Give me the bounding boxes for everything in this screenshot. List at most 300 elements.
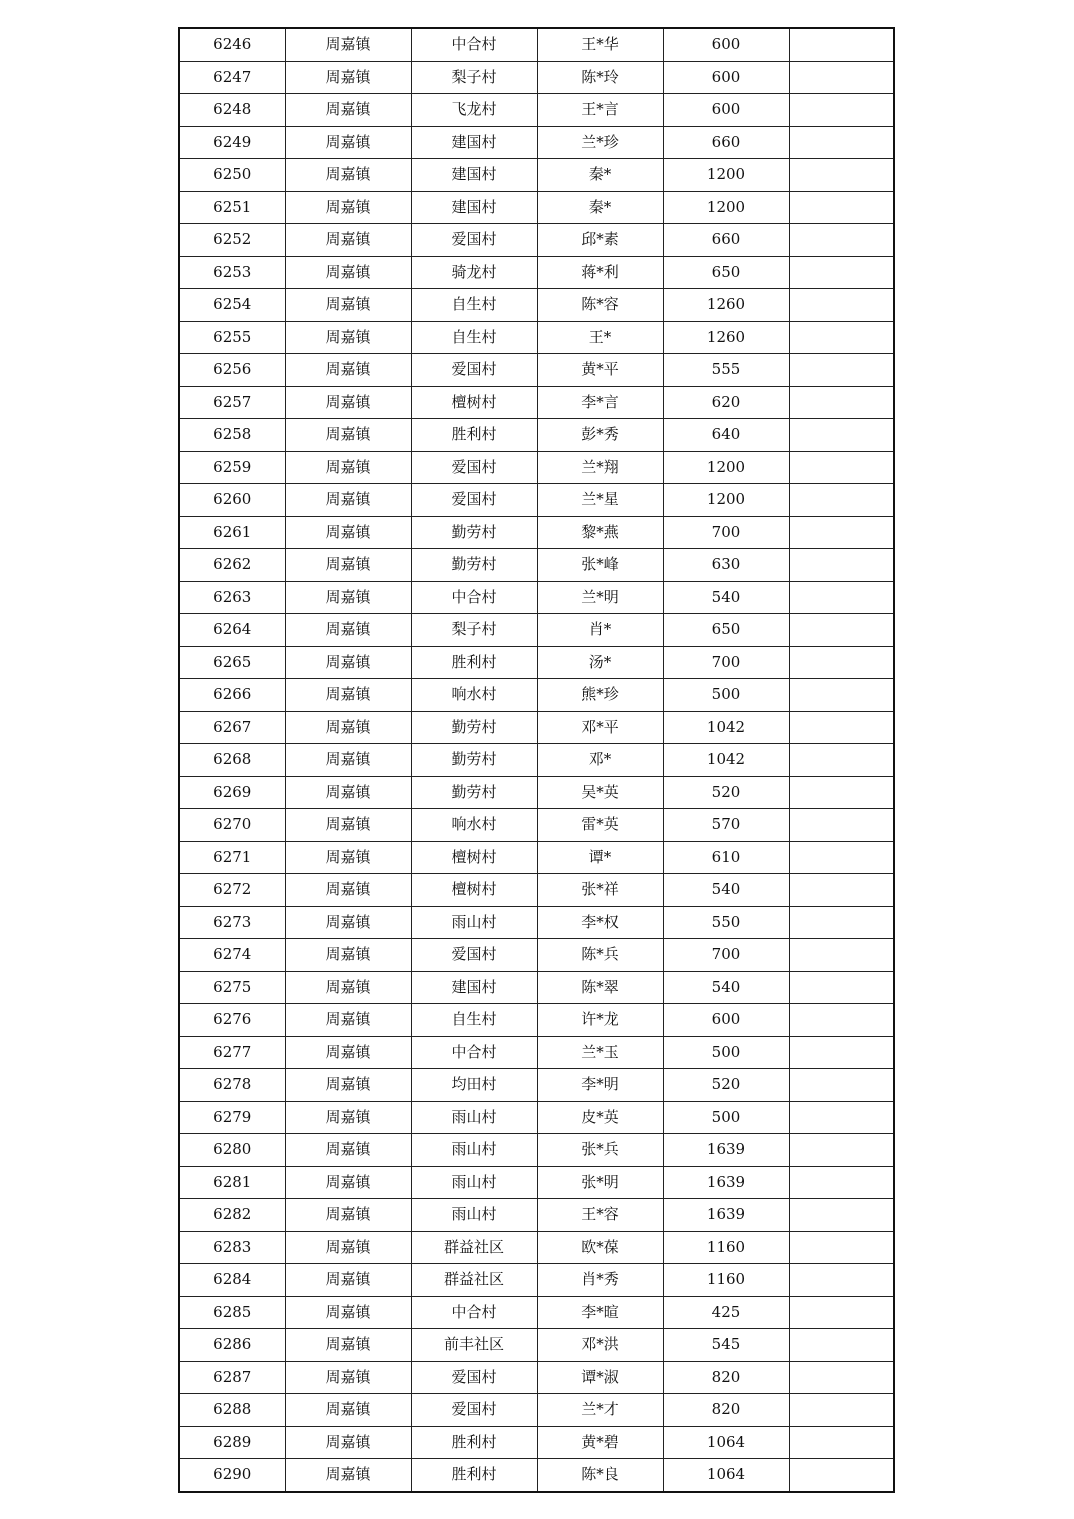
village-cell: 胜利村 (411, 1459, 537, 1492)
note-cell (789, 614, 894, 647)
row-number-cell: 6270 (179, 809, 285, 842)
note-cell (789, 906, 894, 939)
row-number-cell: 6275 (179, 971, 285, 1004)
row-number-cell: 6287 (179, 1361, 285, 1394)
amount-cell: 1160 (663, 1231, 789, 1264)
table-row (179, 354, 894, 387)
village-cell: 自生村 (411, 289, 537, 322)
village-cell: 雨山村 (411, 1101, 537, 1134)
table-row (179, 1329, 894, 1362)
amount-cell: 620 (663, 386, 789, 419)
note-cell (789, 516, 894, 549)
row-number-cell: 6266 (179, 679, 285, 712)
row-number-cell: 6281 (179, 1166, 285, 1199)
village-cell: 雨山村 (411, 1134, 537, 1167)
village-cell: 胜利村 (411, 419, 537, 452)
amount-cell: 600 (663, 61, 789, 94)
row-number-cell: 6253 (179, 256, 285, 289)
town-cell: 周嘉镇 (285, 1296, 411, 1329)
note-cell (789, 679, 894, 712)
note-cell (789, 419, 894, 452)
table-row (179, 224, 894, 257)
table-row (179, 1134, 894, 1167)
note-cell (789, 354, 894, 387)
village-cell: 群益社区 (411, 1264, 537, 1297)
table-row (179, 679, 894, 712)
row-number-cell: 6272 (179, 874, 285, 907)
amount-cell: 1260 (663, 289, 789, 322)
town-cell: 周嘉镇 (285, 1004, 411, 1037)
table-row (179, 1166, 894, 1199)
row-number-cell: 6250 (179, 159, 285, 192)
name-cell: 李*明 (537, 1069, 663, 1102)
amount-cell: 1200 (663, 159, 789, 192)
village-cell: 爱国村 (411, 224, 537, 257)
table-row (179, 1361, 894, 1394)
name-cell: 王*言 (537, 94, 663, 127)
note-cell (789, 971, 894, 1004)
table-row (179, 1101, 894, 1134)
town-cell: 周嘉镇 (285, 1329, 411, 1362)
note-cell (789, 1069, 894, 1102)
name-cell: 张*兵 (537, 1134, 663, 1167)
amount-cell: 570 (663, 809, 789, 842)
amount-cell: 1639 (663, 1134, 789, 1167)
note-cell (789, 126, 894, 159)
village-cell: 建国村 (411, 159, 537, 192)
note-cell (789, 549, 894, 582)
note-cell (789, 646, 894, 679)
village-cell: 前丰社区 (411, 1329, 537, 1362)
village-cell: 骑龙村 (411, 256, 537, 289)
village-cell: 自生村 (411, 1004, 537, 1037)
note-cell (789, 1394, 894, 1427)
table-row (179, 776, 894, 809)
village-cell: 飞龙村 (411, 94, 537, 127)
amount-cell: 1200 (663, 451, 789, 484)
town-cell: 周嘉镇 (285, 841, 411, 874)
amount-cell: 600 (663, 1004, 789, 1037)
village-cell: 梨子村 (411, 614, 537, 647)
amount-cell: 1200 (663, 191, 789, 224)
note-cell (789, 1264, 894, 1297)
amount-cell: 1042 (663, 744, 789, 777)
village-cell: 勤劳村 (411, 516, 537, 549)
table-row (179, 484, 894, 517)
town-cell: 周嘉镇 (285, 906, 411, 939)
village-cell: 响水村 (411, 809, 537, 842)
table-row (179, 1426, 894, 1459)
village-cell: 均田村 (411, 1069, 537, 1102)
village-cell: 爱国村 (411, 354, 537, 387)
table-row (179, 191, 894, 224)
name-cell: 张*祥 (537, 874, 663, 907)
table-row (179, 1296, 894, 1329)
amount-cell: 660 (663, 126, 789, 159)
amount-cell: 500 (663, 1036, 789, 1069)
table-row (179, 1004, 894, 1037)
name-cell: 邱*素 (537, 224, 663, 257)
village-cell: 建国村 (411, 971, 537, 1004)
row-number-cell: 6252 (179, 224, 285, 257)
amount-cell: 555 (663, 354, 789, 387)
note-cell (789, 1296, 894, 1329)
note-cell (789, 711, 894, 744)
note-cell (789, 1426, 894, 1459)
table-row (179, 809, 894, 842)
table-row (179, 386, 894, 419)
name-cell: 彭*秀 (537, 419, 663, 452)
town-cell: 周嘉镇 (285, 1394, 411, 1427)
note-cell (789, 386, 894, 419)
table-row (179, 1459, 894, 1492)
town-cell: 周嘉镇 (285, 1231, 411, 1264)
table-row (179, 1394, 894, 1427)
village-cell: 中合村 (411, 28, 537, 61)
table-row (179, 906, 894, 939)
table-row (179, 841, 894, 874)
amount-cell: 700 (663, 939, 789, 972)
table-row (179, 1264, 894, 1297)
note-cell (789, 776, 894, 809)
name-cell: 王*华 (537, 28, 663, 61)
row-number-cell: 6288 (179, 1394, 285, 1427)
name-cell: 熊*珍 (537, 679, 663, 712)
village-cell: 群益社区 (411, 1231, 537, 1264)
amount-cell: 425 (663, 1296, 789, 1329)
row-number-cell: 6279 (179, 1101, 285, 1134)
name-cell: 陈*翠 (537, 971, 663, 1004)
town-cell: 周嘉镇 (285, 581, 411, 614)
town-cell: 周嘉镇 (285, 419, 411, 452)
amount-cell: 500 (663, 1101, 789, 1134)
name-cell: 肖* (537, 614, 663, 647)
name-cell: 李*权 (537, 906, 663, 939)
name-cell: 王* (537, 321, 663, 354)
town-cell: 周嘉镇 (285, 646, 411, 679)
amount-cell: 545 (663, 1329, 789, 1362)
note-cell (789, 1231, 894, 1264)
village-cell: 中合村 (411, 581, 537, 614)
amount-cell: 1200 (663, 484, 789, 517)
note-cell (789, 94, 894, 127)
village-cell: 勤劳村 (411, 549, 537, 582)
note-cell (789, 1004, 894, 1037)
note-cell (789, 1361, 894, 1394)
town-cell: 周嘉镇 (285, 289, 411, 322)
village-cell: 勤劳村 (411, 776, 537, 809)
town-cell: 周嘉镇 (285, 1426, 411, 1459)
note-cell (789, 809, 894, 842)
village-cell: 中合村 (411, 1296, 537, 1329)
name-cell: 谭*淑 (537, 1361, 663, 1394)
amount-cell: 700 (663, 646, 789, 679)
town-cell: 周嘉镇 (285, 1199, 411, 1232)
town-cell: 周嘉镇 (285, 776, 411, 809)
row-number-cell: 6256 (179, 354, 285, 387)
name-cell: 兰*珍 (537, 126, 663, 159)
name-cell: 汤* (537, 646, 663, 679)
town-cell: 周嘉镇 (285, 484, 411, 517)
table-row (179, 256, 894, 289)
table-row (179, 451, 894, 484)
row-number-cell: 6274 (179, 939, 285, 972)
row-number-cell: 6260 (179, 484, 285, 517)
amount-cell: 520 (663, 776, 789, 809)
row-number-cell: 6290 (179, 1459, 285, 1492)
note-cell (789, 451, 894, 484)
village-cell: 胜利村 (411, 646, 537, 679)
row-number-cell: 6271 (179, 841, 285, 874)
town-cell: 周嘉镇 (285, 809, 411, 842)
table-row (179, 321, 894, 354)
amount-cell: 1160 (663, 1264, 789, 1297)
table-row (179, 94, 894, 127)
row-number-cell: 6282 (179, 1199, 285, 1232)
town-cell: 周嘉镇 (285, 256, 411, 289)
town-cell: 周嘉镇 (285, 386, 411, 419)
town-cell: 周嘉镇 (285, 1264, 411, 1297)
name-cell: 肖*秀 (537, 1264, 663, 1297)
town-cell: 周嘉镇 (285, 614, 411, 647)
village-cell: 建国村 (411, 126, 537, 159)
name-cell: 黄*平 (537, 354, 663, 387)
village-cell: 檀树村 (411, 386, 537, 419)
town-cell: 周嘉镇 (285, 1459, 411, 1492)
note-cell (789, 874, 894, 907)
amount-cell: 500 (663, 679, 789, 712)
row-number-cell: 6284 (179, 1264, 285, 1297)
amount-cell: 650 (663, 614, 789, 647)
table-row (179, 646, 894, 679)
row-number-cell: 6247 (179, 61, 285, 94)
village-cell: 梨子村 (411, 61, 537, 94)
village-cell: 爱国村 (411, 939, 537, 972)
village-cell: 檀树村 (411, 874, 537, 907)
data-table (178, 27, 895, 1493)
town-cell: 周嘉镇 (285, 1361, 411, 1394)
village-cell: 爱国村 (411, 484, 537, 517)
amount-cell: 1639 (663, 1166, 789, 1199)
row-number-cell: 6283 (179, 1231, 285, 1264)
name-cell: 兰*翔 (537, 451, 663, 484)
village-cell: 爱国村 (411, 451, 537, 484)
name-cell: 陈*玲 (537, 61, 663, 94)
town-cell: 周嘉镇 (285, 939, 411, 972)
name-cell: 雷*英 (537, 809, 663, 842)
note-cell (789, 1199, 894, 1232)
note-cell (789, 1134, 894, 1167)
village-cell: 响水村 (411, 679, 537, 712)
village-cell: 雨山村 (411, 906, 537, 939)
note-cell (789, 939, 894, 972)
name-cell: 邓*平 (537, 711, 663, 744)
name-cell: 邓* (537, 744, 663, 777)
village-cell: 檀树村 (411, 841, 537, 874)
town-cell: 周嘉镇 (285, 1036, 411, 1069)
name-cell: 许*龙 (537, 1004, 663, 1037)
name-cell: 陈*良 (537, 1459, 663, 1492)
row-number-cell: 6254 (179, 289, 285, 322)
table-row (179, 516, 894, 549)
town-cell: 周嘉镇 (285, 354, 411, 387)
village-cell: 爱国村 (411, 1361, 537, 1394)
amount-cell: 820 (663, 1361, 789, 1394)
note-cell (789, 841, 894, 874)
name-cell: 兰*明 (537, 581, 663, 614)
town-cell: 周嘉镇 (285, 191, 411, 224)
note-cell (789, 256, 894, 289)
table-row (179, 1036, 894, 1069)
table-row (179, 614, 894, 647)
village-cell: 勤劳村 (411, 744, 537, 777)
row-number-cell: 6285 (179, 1296, 285, 1329)
note-cell (789, 289, 894, 322)
note-cell (789, 581, 894, 614)
table-row (179, 744, 894, 777)
town-cell: 周嘉镇 (285, 549, 411, 582)
row-number-cell: 6261 (179, 516, 285, 549)
note-cell (789, 321, 894, 354)
name-cell: 陈*兵 (537, 939, 663, 972)
name-cell: 秦* (537, 159, 663, 192)
name-cell: 陈*容 (537, 289, 663, 322)
name-cell: 秦* (537, 191, 663, 224)
amount-cell: 1064 (663, 1459, 789, 1492)
town-cell: 周嘉镇 (285, 1166, 411, 1199)
amount-cell: 820 (663, 1394, 789, 1427)
name-cell: 欧*葆 (537, 1231, 663, 1264)
town-cell: 周嘉镇 (285, 516, 411, 549)
name-cell: 吴*英 (537, 776, 663, 809)
table-row (179, 126, 894, 159)
village-cell: 自生村 (411, 321, 537, 354)
town-cell: 周嘉镇 (285, 711, 411, 744)
name-cell: 皮*英 (537, 1101, 663, 1134)
village-cell: 建国村 (411, 191, 537, 224)
note-cell (789, 484, 894, 517)
table-row (179, 1231, 894, 1264)
town-cell: 周嘉镇 (285, 28, 411, 61)
table-row (179, 1199, 894, 1232)
amount-cell: 540 (663, 971, 789, 1004)
note-cell (789, 191, 894, 224)
village-cell: 胜利村 (411, 1426, 537, 1459)
town-cell: 周嘉镇 (285, 1069, 411, 1102)
table-row (179, 159, 894, 192)
table-row (179, 874, 894, 907)
amount-cell: 1042 (663, 711, 789, 744)
row-number-cell: 6289 (179, 1426, 285, 1459)
row-number-cell: 6255 (179, 321, 285, 354)
row-number-cell: 6267 (179, 711, 285, 744)
row-number-cell: 6265 (179, 646, 285, 679)
amount-cell: 1260 (663, 321, 789, 354)
name-cell: 兰*才 (537, 1394, 663, 1427)
amount-cell: 1639 (663, 1199, 789, 1232)
row-number-cell: 6258 (179, 419, 285, 452)
town-cell: 周嘉镇 (285, 159, 411, 192)
row-number-cell: 6262 (179, 549, 285, 582)
row-number-cell: 6246 (179, 28, 285, 61)
amount-cell: 1064 (663, 1426, 789, 1459)
table-row (179, 711, 894, 744)
village-cell: 勤劳村 (411, 711, 537, 744)
name-cell: 蒋*利 (537, 256, 663, 289)
town-cell: 周嘉镇 (285, 1134, 411, 1167)
table-row (179, 549, 894, 582)
name-cell: 兰*玉 (537, 1036, 663, 1069)
amount-cell: 640 (663, 419, 789, 452)
note-cell (789, 1101, 894, 1134)
name-cell: 黄*碧 (537, 1426, 663, 1459)
name-cell: 张*峰 (537, 549, 663, 582)
table-row (179, 939, 894, 972)
amount-cell: 610 (663, 841, 789, 874)
row-number-cell: 6280 (179, 1134, 285, 1167)
village-cell: 爱国村 (411, 1394, 537, 1427)
amount-cell: 540 (663, 581, 789, 614)
town-cell: 周嘉镇 (285, 224, 411, 257)
amount-cell: 630 (663, 549, 789, 582)
town-cell: 周嘉镇 (285, 94, 411, 127)
row-number-cell: 6251 (179, 191, 285, 224)
note-cell (789, 1329, 894, 1362)
amount-cell: 550 (663, 906, 789, 939)
name-cell: 黎*燕 (537, 516, 663, 549)
amount-cell: 600 (663, 94, 789, 127)
town-cell: 周嘉镇 (285, 971, 411, 1004)
row-number-cell: 6277 (179, 1036, 285, 1069)
table-row (179, 419, 894, 452)
row-number-cell: 6268 (179, 744, 285, 777)
row-number-cell: 6278 (179, 1069, 285, 1102)
village-cell: 雨山村 (411, 1166, 537, 1199)
amount-cell: 540 (663, 874, 789, 907)
table-body (179, 28, 894, 1492)
note-cell (789, 1166, 894, 1199)
name-cell: 谭* (537, 841, 663, 874)
name-cell: 王*容 (537, 1199, 663, 1232)
town-cell: 周嘉镇 (285, 451, 411, 484)
name-cell: 张*明 (537, 1166, 663, 1199)
note-cell (789, 744, 894, 777)
row-number-cell: 6286 (179, 1329, 285, 1362)
amount-cell: 520 (663, 1069, 789, 1102)
note-cell (789, 1459, 894, 1492)
town-cell: 周嘉镇 (285, 61, 411, 94)
row-number-cell: 6249 (179, 126, 285, 159)
amount-cell: 600 (663, 28, 789, 61)
row-number-cell: 6259 (179, 451, 285, 484)
row-number-cell: 6257 (179, 386, 285, 419)
town-cell: 周嘉镇 (285, 679, 411, 712)
village-cell: 雨山村 (411, 1199, 537, 1232)
table-row (179, 61, 894, 94)
town-cell: 周嘉镇 (285, 321, 411, 354)
town-cell: 周嘉镇 (285, 874, 411, 907)
table-row (179, 1069, 894, 1102)
amount-cell: 660 (663, 224, 789, 257)
row-number-cell: 6273 (179, 906, 285, 939)
note-cell (789, 61, 894, 94)
name-cell: 兰*星 (537, 484, 663, 517)
table-row (179, 581, 894, 614)
amount-cell: 650 (663, 256, 789, 289)
name-cell: 邓*洪 (537, 1329, 663, 1362)
table-row (179, 28, 894, 61)
table-row (179, 971, 894, 1004)
